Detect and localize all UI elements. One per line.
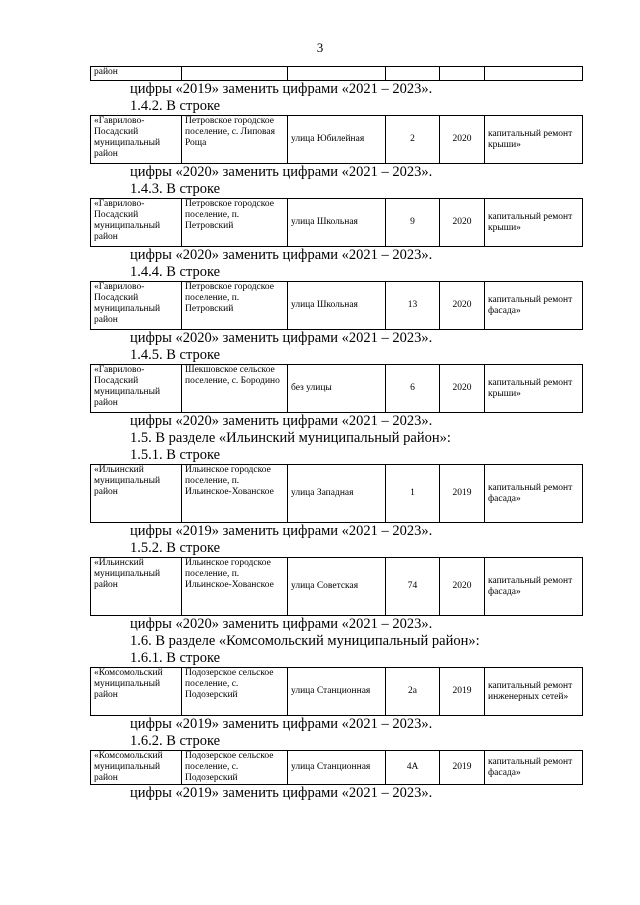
work-type-cell: капитальный ремонт крыши» [485, 365, 583, 413]
table-row [91, 116, 583, 164]
subsection-heading: 1.4.3. В строке [130, 181, 221, 197]
amendment-list [90, 66, 585, 802]
year-cell: 2019 [440, 668, 485, 716]
year-cell: 2020 [440, 116, 485, 164]
table-row-fragment [90, 66, 583, 81]
work-type-cell: капитальный ремонт фасада» [485, 465, 583, 523]
district-cell: «Комсомольский муниципальный район [91, 751, 182, 785]
street-cell: улица Станционная [288, 668, 386, 716]
replacement-instruction: цифры «2019» заменить цифрами «2021 – 2023». [130, 523, 433, 539]
settlement-cell: Шекшовское сельское поселение, с. Бородино [182, 365, 288, 413]
street-cell: улица Станционная [288, 751, 386, 785]
district-cell: «Ильинский муниципальный район [91, 465, 182, 523]
subsection-heading: 1.5.2. В строке [130, 540, 221, 556]
work-type-cell: капитальный ремонт крыши» [485, 116, 583, 164]
table-row [91, 668, 583, 716]
year-cell: 2020 [440, 282, 485, 330]
district-cell: «Гаврилово-Посадский муниципальный район [91, 199, 182, 247]
subsection-heading: 1.4.4. В строке [130, 264, 221, 280]
year-cell: 2020 [440, 365, 485, 413]
settlement-cell: Петровское городское поселение, п. Петровский [182, 282, 288, 330]
house-number-cell: 6 [386, 365, 440, 413]
house-number-cell: 2а [386, 668, 440, 716]
settlement-cell: Петровское городское поселение, с. Липовая Роща [182, 116, 288, 164]
table-row [91, 465, 583, 523]
district-cell: «Ильинский муниципальный район [91, 558, 182, 616]
street-cell: улица Западная [288, 465, 386, 523]
page-number: 3 [316, 40, 324, 55]
table-row [91, 365, 583, 413]
subsection-heading: 1.4.5. В строке [130, 347, 221, 363]
replacement-instruction: цифры «2020» заменить цифрами «2021 – 2023». [130, 413, 433, 429]
district-cell: «Комсомольский муниципальный район [91, 668, 182, 716]
table-row [91, 751, 583, 785]
settlement-cell: Ильинское городское поселение, п. Ильинское-Хованское [182, 558, 288, 616]
work-type-cell: капитальный ремонт крыши» [485, 199, 583, 247]
year-cell: 2020 [440, 199, 485, 247]
house-number-cell: 13 [386, 282, 440, 330]
amended-table-row [90, 557, 583, 616]
subsection-heading: 1.6.2. В строке [130, 733, 221, 749]
table-row [91, 282, 583, 330]
year-cell: 2019 [440, 465, 485, 523]
replacement-instruction: цифры «2019» заменить цифрами «2021 – 2023». [130, 785, 433, 801]
table-row [91, 558, 583, 616]
district-cell: район [91, 67, 182, 81]
house-number-cell: 4А [386, 751, 440, 785]
amended-table-row [90, 464, 583, 523]
work-type-cell: капитальный ремонт фасада» [485, 282, 583, 330]
replacement-instruction: цифры «2020» заменить цифрами «2021 – 2023». [130, 247, 433, 263]
work-type-cell: капитальный ремонт фасада» [485, 751, 583, 785]
replacement-instruction: цифры «2019» заменить цифрами «2021 – 2023». [130, 716, 433, 732]
section-heading: 1.5. В разделе «Ильинский муниципальный район»: [130, 430, 451, 446]
settlement-cell: Подозерское сельское поселение, с. Подозерский [182, 751, 288, 785]
table-row [91, 199, 583, 247]
street-cell: улица Юбилейная [288, 116, 386, 164]
district-cell: «Гаврилово-Посадский муниципальный район [91, 282, 182, 330]
amended-table-row [90, 750, 583, 785]
street-cell: без улицы [288, 365, 386, 413]
section-heading: 1.6. В разделе «Комсомольский муниципальный район»: [130, 633, 480, 649]
work-type-cell [485, 67, 583, 81]
settlement-cell: Ильинское городское поселение, п. Ильинское-Хованское [182, 465, 288, 523]
street-cell: улица Школьная [288, 282, 386, 330]
year-cell: 2019 [440, 751, 485, 785]
replacement-instruction: цифры «2019» заменить цифрами «2021 – 2023». [130, 81, 433, 97]
house-number-cell [386, 67, 440, 81]
year-cell: 2020 [440, 558, 485, 616]
house-number-cell: 74 [386, 558, 440, 616]
amended-table-row [90, 198, 583, 247]
amended-table-row [90, 281, 583, 330]
subsection-heading: 1.5.1. В строке [130, 447, 221, 463]
subsection-heading: 1.4.2. В строке [130, 98, 221, 114]
settlement-cell: Подозерское сельское поселение, с. Подозерский [182, 668, 288, 716]
district-cell: «Гаврилово-Посадский муниципальный район [91, 116, 182, 164]
amended-table-row [90, 115, 583, 164]
street-cell: улица Школьная [288, 199, 386, 247]
replacement-instruction: цифры «2020» заменить цифрами «2021 – 2023». [130, 330, 433, 346]
street-cell: улица Советская [288, 558, 386, 616]
settlement-cell: Петровское городское поселение, п. Петровский [182, 199, 288, 247]
replacement-instruction: цифры «2020» заменить цифрами «2021 – 2023». [130, 616, 433, 632]
amended-table-row [90, 364, 583, 413]
replacement-instruction: цифры «2020» заменить цифрами «2021 – 2023». [130, 164, 433, 180]
district-cell: «Гаврилово-Посадский муниципальный район [91, 365, 182, 413]
work-type-cell: капитальный ремонт инженерных сетей» [485, 668, 583, 716]
house-number-cell: 9 [386, 199, 440, 247]
amended-table-row [90, 667, 583, 716]
street-cell [288, 67, 386, 81]
house-number-cell: 1 [386, 465, 440, 523]
year-cell [440, 67, 485, 81]
settlement-cell [182, 67, 288, 81]
subsection-heading: 1.6.1. В строке [130, 650, 221, 666]
house-number-cell: 2 [386, 116, 440, 164]
work-type-cell: капитальный ремонт фасада» [485, 558, 583, 616]
table-row [91, 67, 583, 81]
